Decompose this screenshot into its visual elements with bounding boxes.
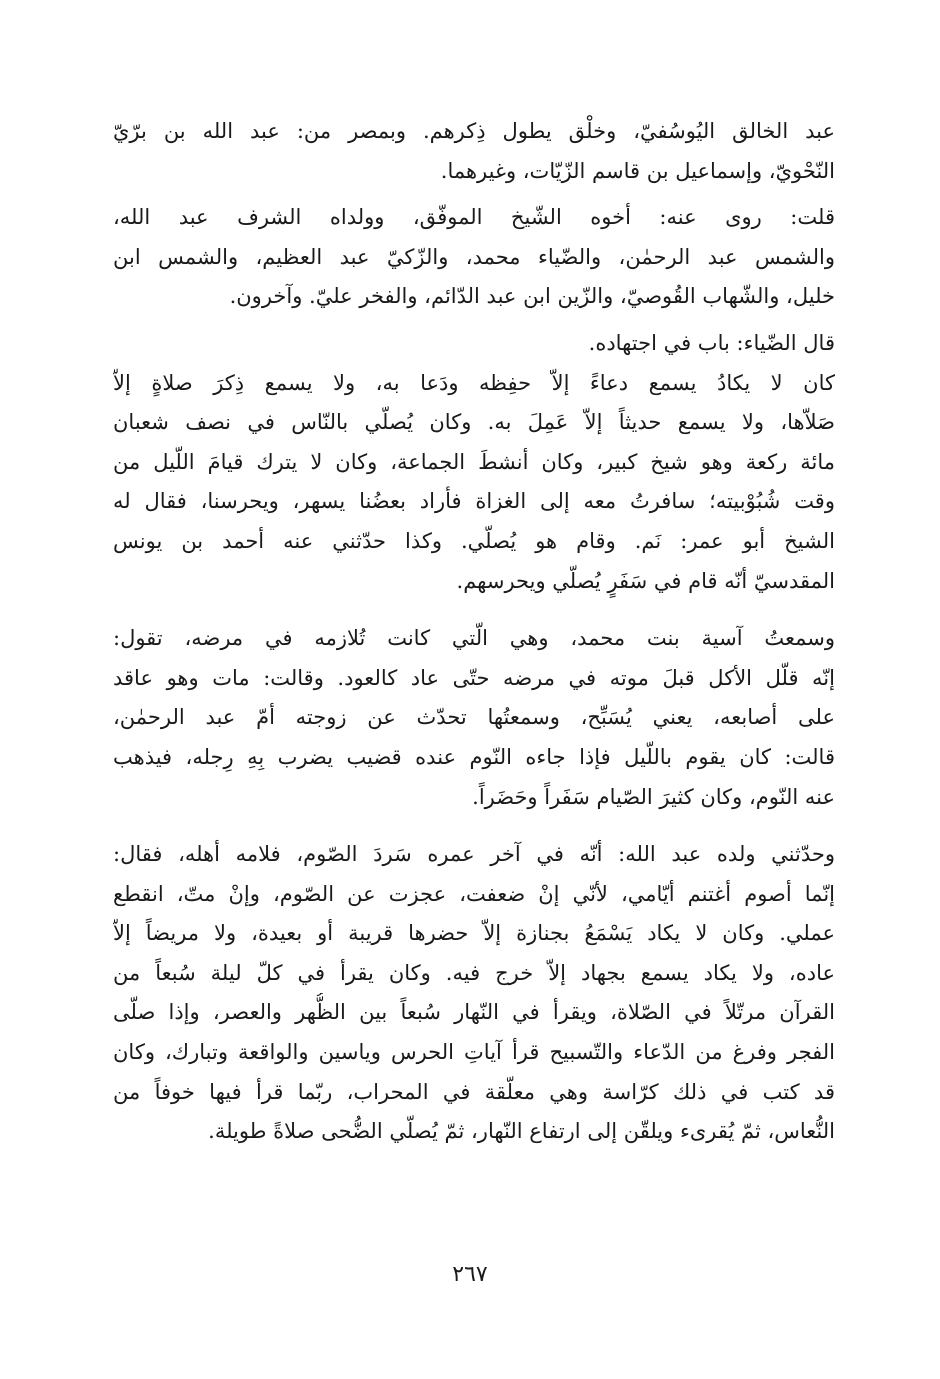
text-line: النُّعاس، ثمّ يُقرىء ويلقّن إلى ارتفاع النّهار، ثمّ يُصلّي الضُّحى صلاةً طويلة.: [208, 1119, 835, 1144]
text-line: الشيخ أبو عمر: نَم. وقام هو يُصلّي. وكذا حدّثني عنه أحمد بن يونس: [113, 528, 835, 553]
paragraph-5: [113, 835, 835, 1152]
paragraph-2: [113, 198, 835, 317]
text-line: عنه النّوم، وكان كثيرَ الصّيام سَفَراً وحَضَراً.: [472, 784, 835, 809]
page-body: [113, 112, 835, 1152]
text-line: على أصابعه، يعني يُسَبِّح، وسمعتُها تحدّث عن زوجته أمّ عبد الرحمٰن،: [113, 705, 835, 730]
text-line: عبد الخالق اليُوسُفيّ، وخلْق يطول ذِكرهم. وبمصر من: عبد الله بن برّيّ: [113, 119, 835, 143]
text-line: عملي. وكان لا يكاد يَسْمَعُ بجنازة إلاّ حضرها قريبة أو بعيدة، ولا مريضاً إلاّ: [113, 921, 835, 946]
paragraph-1: [113, 112, 835, 191]
text-line: قالت: كان يقوم باللّيل فإذا جاءه النّوم عنده قضيب يضرب بِهِ رِجله، فيذهب: [113, 744, 835, 769]
text-line: وقت شُبُوْبيته؛ سافرتُ معه إلى الغزاة فأراد بعضُنا يسهر، ويحرسنا، فقال له: [113, 489, 835, 514]
text-line: والشمس عبد الرحمٰن، والضّياء محمد، والزّكيّ عبد العظيم، والشمس ابن: [113, 244, 835, 269]
text-line: المقدسيّ أنّه قام في سَفَرٍ يُصلّي ويحرسهم.: [456, 568, 835, 593]
text-line: القرآن مرتّلاً في الصّلاة، ويقرأ في النّهار سُبعاً بين الظُّهر والعصر، وإذا صلّى: [113, 1000, 835, 1025]
paragraph-3: [113, 324, 835, 601]
text-line: قلت: روى عنه: أخوه الشّيخ الموفّق، وولداه الشرف عبد الله،: [113, 205, 835, 230]
text-line: خليل، والشّهاب القُوصيّ، والزّين ابن عبد الدّائم، والفخر عليّ. وآخرون.: [229, 284, 835, 309]
text-line: النّحْويّ، وإسماعيل بن قاسم الزّيّات، وغيرهما.: [440, 158, 835, 183]
text-line: إنّه قلّل الأكل قبلَ موته في مرضه حتّى عاد كالعود. وقالت: مات وهو عاقد: [113, 665, 835, 690]
text-line: الفجر وفرغ من الدّعاء والتّسبيح قرأ آياتِ الحرس وياسين والواقعة وتبارك، وكان: [113, 1040, 835, 1065]
text-line: وحدّثني ولده عبد الله: أنّه في آخر عمره سَردَ الصّوم، فلامه أهله، فقال:: [113, 842, 835, 867]
text-line: قد كتب في ذلك كرّاسة وهي معلّقة في المحراب، ربّما قرأ فيها خوفاً من: [113, 1079, 835, 1104]
text-line: مائة ركعة وهو شيخ كبير، وكان أنشطَ الجماعة، وكان لا يترك قيامَ اللّيل من: [113, 449, 835, 474]
text-line: عاده، ولا يكاد يسمع بجهاد إلاّ خرج فيه. وكان يقرأ في كلّ ليلة سُبعاً من: [113, 960, 835, 985]
text-line: كان لا يكادُ يسمع دعاءً إلاّ حفِظه ودَعا به، ولا يسمع ذِكرَ صلاةٍ إلاّ: [113, 370, 835, 395]
text-line: وسمعتُ آسية بنت محمد، وهي الّتي كانت تُلازمه في مرضه، تقول:: [113, 626, 835, 651]
section-heading: قال الضّياء: باب في اجتهاده.: [588, 330, 835, 355]
text-line: صَلاّها، ولا يسمع حديثاً إلاّ عَمِلَ به. وكان يُصلّي بالنّاس في نصف شعبان: [113, 410, 835, 435]
text-line: إنّما أصوم أغتنم أيّامي، لأنّي إنْ ضعفت، عجزت عن الصّوم، وإنْ متّ، انقطع: [113, 881, 835, 906]
paragraph-4: [113, 619, 835, 817]
page-number: ٢٦٧: [452, 1262, 488, 1287]
